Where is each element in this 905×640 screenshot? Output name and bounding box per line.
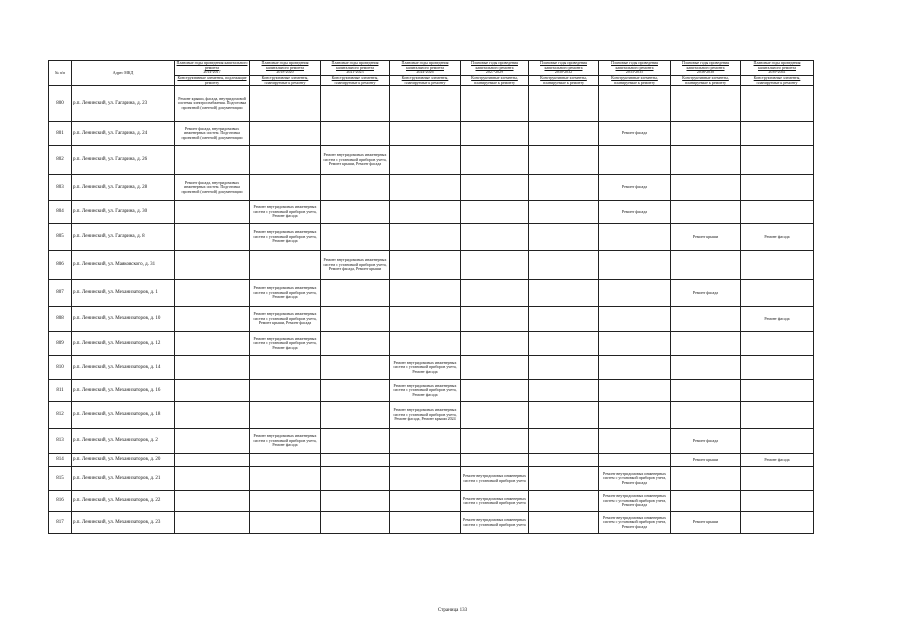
table-row (49, 175, 814, 201)
repair-cell (529, 454, 599, 467)
repair-text: Ремонт внутридомовых инженерных систем с установкой приборов учета (463, 473, 526, 483)
period-years: 2024-2026 (416, 69, 434, 75)
period-title: Плановые годы проведения капитального ремонта (611, 60, 658, 70)
row-number: 805 (49, 224, 72, 251)
repair-text: Ремонт фасада, внутридомовых инженерных систем. Подготовка проектной (сметной) документации (181, 179, 243, 194)
row-address: р.п. Ленинский, ул. Механизаторов, д. 23 (72, 512, 175, 534)
row-number: 817 (49, 512, 72, 534)
table-row (49, 122, 814, 146)
repair-cell (175, 454, 250, 467)
header-period-8 (741, 61, 814, 76)
repair-cell (741, 224, 814, 251)
period-title: Плановые годы проведения капитального ремонта (471, 60, 518, 70)
row-address: р.п. Ленинский, ул. Механизаторов, д. 18 (72, 402, 175, 429)
repair-cell (671, 332, 741, 356)
row-number: 806 (49, 251, 72, 280)
repair-cell (741, 356, 814, 380)
table-row (49, 332, 814, 356)
repair-cell (250, 201, 321, 224)
repair-text: Ремонт внутридомовых инженерных систем с установкой приборов учета, Ремонт фасада (253, 285, 317, 300)
repair-cell (250, 86, 321, 122)
repair-cell (175, 467, 250, 491)
repair-cell (250, 429, 321, 454)
repair-cell (390, 402, 461, 429)
repair-text: Ремонт фасада (621, 208, 648, 214)
repair-cell (321, 280, 390, 307)
table-row (49, 512, 814, 534)
repair-cell (461, 332, 529, 356)
row-number: 808 (49, 307, 72, 332)
repair-cell (529, 402, 599, 429)
repair-cell (175, 146, 250, 175)
period-years: 2021-2023 (346, 69, 364, 75)
row-address: р.п. Ленинский, ул. Механизаторов, д. 2 (72, 429, 175, 454)
period-subtitle: Конструктивные элементы, планируемые к ремонту (261, 75, 309, 85)
period-title: Плановые годы проведения капитального ремонта (682, 60, 729, 70)
repair-text: Ремонт внутридомовых инженерных систем с установкой приборов учета, Ремонт фасада (253, 229, 317, 244)
repair-cell (175, 380, 250, 402)
row-number: 807 (49, 280, 72, 307)
period-subtitle: Конструктивные элементы, планируемые к ремонту (540, 75, 587, 85)
row-number: 804 (49, 201, 72, 224)
row-number: 816 (49, 491, 72, 512)
repair-text: Ремонт внутридомовых инженерных систем с установкой приборов учета, Ремонт фасада (253, 433, 317, 448)
repair-cell (671, 280, 741, 307)
repair-cell (390, 122, 461, 146)
period-years: 2039-2041 (768, 69, 786, 75)
header-period-sub-0 (175, 76, 250, 86)
repair-text: Ремонт фасада (764, 233, 790, 239)
repair-cell (390, 332, 461, 356)
repair-cell (321, 402, 390, 429)
row-number: 803 (49, 175, 72, 201)
repair-cell (175, 280, 250, 307)
repair-cell (175, 175, 250, 201)
repair-cell (175, 307, 250, 332)
row-address: р.п. Ленинский, ул. Маяковского, д. 31 (72, 251, 175, 280)
repair-cell (529, 512, 599, 534)
repair-cell (671, 86, 741, 122)
repair-cell (671, 307, 741, 332)
repair-text: Ремонт фасада (692, 437, 719, 443)
row-number: 812 (49, 402, 72, 429)
repair-cell (321, 429, 390, 454)
repair-cell (175, 86, 250, 122)
repair-cell (250, 454, 321, 467)
row-address: р.п. Ленинский, ул. Гагарина, д. 8 (72, 224, 175, 251)
table-row (49, 454, 814, 467)
header-period-sub-6 (599, 76, 671, 86)
period-years: 2018-2020 (276, 69, 294, 75)
header-period-0 (175, 61, 250, 76)
repair-cell (671, 201, 741, 224)
repair-cell (461, 429, 529, 454)
repair-cell (390, 86, 461, 122)
repair-cell (461, 307, 529, 332)
repair-cell (250, 280, 321, 307)
table-body (49, 86, 814, 534)
repair-text: Ремонт внутридомовых инженерных систем с установкой приборов учета, Ремонт фасада (602, 493, 667, 508)
repair-cell (461, 380, 529, 402)
capital-repair-table (48, 60, 814, 534)
repair-cell (250, 402, 321, 429)
table-row (49, 402, 814, 429)
repair-cell (529, 380, 599, 402)
repair-cell (599, 146, 671, 175)
repair-text: Ремонт внутридомовых инженерных систем с установкой приборов учета, Ремонт фасада (253, 335, 317, 350)
repair-cell (599, 356, 671, 380)
period-title: Плановые годы проведения капитального ремонта (331, 60, 379, 70)
repair-cell (529, 280, 599, 307)
repair-text: Ремонт фасада, внутридомовых инженерных систем. Подготовка проектной (сметной) документации (181, 125, 243, 140)
repair-cell (321, 512, 390, 534)
period-title: Плановые годы проведения капитального ремонта (540, 60, 587, 70)
period-subtitle: Конструктивные элементы, планируемые к ремонту (753, 75, 801, 85)
repair-cell (529, 307, 599, 332)
repair-cell (390, 224, 461, 251)
repair-cell (321, 467, 390, 491)
period-years: 2036-2038 (696, 69, 715, 75)
period-subtitle: Конструктивные элементы, планируемые к ремонту (682, 75, 729, 85)
period-years: 2030-2032 (554, 69, 573, 75)
repair-text: Ремонт крыши (692, 519, 719, 525)
repair-cell (671, 122, 741, 146)
repair-text: Ремонт крыши (692, 233, 719, 239)
repair-cell (529, 429, 599, 454)
repair-cell (461, 201, 529, 224)
repair-cell (250, 356, 321, 380)
repair-cell (250, 467, 321, 491)
repair-text: Ремонт внутридомовых инженерных систем с установкой приборов учета, Ремонт крыши, Ремонт фасада (323, 152, 387, 167)
repair-cell (461, 454, 529, 467)
table-row (49, 280, 814, 307)
repair-text: Ремонт внутридомовых инженерных систем с установкой приборов учета, Ремонт фасада (393, 359, 457, 374)
repair-text: Ремонт внутридомовых инженерных систем с установкой приборов учета, Ремонт фасада (602, 470, 667, 485)
table-row (49, 307, 814, 332)
row-address: р.п. Ленинский, ул. Механизаторов, д. 1 (72, 280, 175, 307)
repair-text: Ремонт внутридомовых инженерных систем с установкой приборов учета, Ремонт фасада, Ремонт крыши (323, 257, 387, 272)
header-period-2 (321, 61, 390, 76)
row-address: р.п. Ленинский, ул. Механизаторов, д. 14 (72, 356, 175, 380)
repair-text: Ремонт крыши (692, 456, 719, 462)
repair-cell (671, 146, 741, 175)
repair-cell (599, 201, 671, 224)
repair-cell (529, 251, 599, 280)
repair-cell (390, 175, 461, 201)
repair-cell (671, 251, 741, 280)
repair-cell (461, 122, 529, 146)
repair-cell (741, 86, 814, 122)
row-address: р.п. Ленинский, ул. Механизаторов, д. 21 (72, 467, 175, 491)
repair-text: Ремонт внутридомовых инженерных систем с установкой приборов учета, Ремонт фасада, Ремонт крыши 2024 (393, 407, 457, 422)
repair-cell (461, 280, 529, 307)
repair-cell (250, 307, 321, 332)
repair-cell (671, 224, 741, 251)
header-period-3 (390, 61, 461, 76)
repair-cell (390, 280, 461, 307)
repair-cell (461, 512, 529, 534)
row-number: 801 (49, 122, 72, 146)
table-row (49, 251, 814, 280)
repair-cell (390, 307, 461, 332)
repair-text: Ремонт фасада (621, 184, 648, 190)
table-header (49, 61, 814, 86)
repair-text: Ремонт внутридомовых инженерных систем с установкой приборов учета (463, 517, 526, 527)
repair-cell (671, 512, 741, 534)
repair-cell (529, 146, 599, 175)
table-row (49, 356, 814, 380)
row-number: 809 (49, 332, 72, 356)
row-address: р.п. Ленинский, ул. Механизаторов, д. 16 (72, 380, 175, 402)
repair-cell (390, 454, 461, 467)
repair-cell (321, 224, 390, 251)
repair-text: Ремонт внутридомовых инженерных систем с установкой приборов учета, Ремонт фасада (393, 382, 457, 397)
repair-cell (741, 429, 814, 454)
row-number: 811 (49, 380, 72, 402)
repair-text: Ремонт фасада (692, 289, 719, 295)
header-period-4 (461, 61, 529, 76)
period-subtitle: Конструктивные элементы, планируемые к ремонту (401, 75, 449, 85)
repair-cell (599, 512, 671, 534)
repair-cell (741, 512, 814, 534)
repair-cell (599, 429, 671, 454)
repair-cell (461, 86, 529, 122)
repair-cell (321, 332, 390, 356)
repair-cell (741, 122, 814, 146)
header-period-sub-4 (461, 76, 529, 86)
repair-cell (321, 175, 390, 201)
row-number: 813 (49, 429, 72, 454)
repair-cell (741, 201, 814, 224)
repair-cell (599, 491, 671, 512)
repair-cell (461, 175, 529, 201)
header-address: Адрес МКД (72, 61, 175, 86)
repair-cell (321, 201, 390, 224)
period-subtitle: Конструктивные элементы, подлежащие ремонту (177, 75, 247, 85)
repair-cell (390, 491, 461, 512)
table-row (49, 491, 814, 512)
repair-cell (390, 146, 461, 175)
row-number: 802 (49, 146, 72, 175)
repair-cell (529, 122, 599, 146)
repair-cell (390, 512, 461, 534)
header-period-sub-1 (250, 76, 321, 86)
repair-cell (250, 146, 321, 175)
header-period-sub-8 (741, 76, 814, 86)
repair-cell (461, 251, 529, 280)
table-row (49, 146, 814, 175)
row-address: р.п. Ленинский, ул. Механизаторов, д. 22 (72, 491, 175, 512)
repair-cell (175, 491, 250, 512)
repair-cell (599, 251, 671, 280)
row-number: 810 (49, 356, 72, 380)
row-address: р.п. Ленинский, ул. Гагарина, д. 30 (72, 201, 175, 224)
repair-cell (599, 280, 671, 307)
repair-cell (250, 224, 321, 251)
repair-cell (599, 86, 671, 122)
repair-cell (175, 251, 250, 280)
repair-cell (250, 122, 321, 146)
repair-cell (741, 491, 814, 512)
repair-cell (461, 402, 529, 429)
repair-cell (529, 356, 599, 380)
header-period-7 (671, 61, 741, 76)
repair-cell (599, 307, 671, 332)
row-address: р.п. Ленинский, ул. Гагарина, д. 23 (72, 86, 175, 122)
row-address: р.п. Ленинский, ул. Механизаторов, д. 12 (72, 332, 175, 356)
repair-cell (599, 467, 671, 491)
row-number: 814 (49, 454, 72, 467)
row-number: 815 (49, 467, 72, 491)
period-title: Плановые годы проведения капитального ремонта (261, 60, 309, 70)
repair-cell (321, 251, 390, 280)
repair-cell (741, 454, 814, 467)
table-row (49, 86, 814, 122)
repair-cell (599, 175, 671, 201)
repair-cell (741, 307, 814, 332)
repair-cell (599, 454, 671, 467)
repair-cell (250, 251, 321, 280)
repair-cell (599, 332, 671, 356)
repair-cell (599, 380, 671, 402)
repair-text: Ремонт внутридомовых инженерных систем с установкой приборов учета (463, 495, 526, 506)
repair-cell (529, 332, 599, 356)
repair-cell (741, 146, 814, 175)
repair-cell (390, 429, 461, 454)
period-subtitle: Конструктивные элементы, планируемые к ремонту (331, 75, 379, 85)
repair-cell (390, 467, 461, 491)
repair-cell (390, 380, 461, 402)
repair-cell (175, 512, 250, 534)
period-title: Плановые годы проведения капитального ремонта (401, 60, 449, 70)
repair-cell (250, 512, 321, 534)
table-row (49, 380, 814, 402)
repair-cell (175, 356, 250, 380)
header-period-5 (529, 61, 599, 76)
header-period-sub-3 (390, 76, 461, 86)
repair-cell (529, 86, 599, 122)
row-address: р.п. Ленинский, ул. Механизаторов, д. 20 (72, 454, 175, 467)
row-address: р.п. Ленинский, ул. Гагарина, д. 24 (72, 122, 175, 146)
table-row (49, 201, 814, 224)
period-years: 2014-2017 (203, 69, 221, 75)
repair-cell (461, 356, 529, 380)
period-title: Плановые годы проведения капитального ремонта (176, 60, 248, 70)
repair-cell (741, 332, 814, 356)
repair-cell (175, 122, 250, 146)
repair-cell (599, 224, 671, 251)
repair-cell (321, 122, 390, 146)
repair-cell (321, 356, 390, 380)
repair-text: Ремонт фасада (621, 130, 648, 136)
repair-cell (461, 146, 529, 175)
repair-cell (529, 224, 599, 251)
table-row (49, 224, 814, 251)
period-years: 2033-2035 (625, 69, 644, 75)
period-years: 2027-2029 (485, 69, 504, 75)
repair-cell (175, 201, 250, 224)
repair-cell (741, 402, 814, 429)
repair-cell (741, 380, 814, 402)
repair-cell (741, 467, 814, 491)
header-period-1 (250, 61, 321, 76)
row-address: р.п. Ленинский, ул. Гагарина, д. 28 (72, 175, 175, 201)
repair-cell (671, 491, 741, 512)
table-row (49, 467, 814, 491)
row-address: р.п. Ленинский, ул. Гагарина, д. 26 (72, 146, 175, 175)
repair-cell (321, 454, 390, 467)
repair-cell (250, 380, 321, 402)
period-title: Плановые годы проведения капитального ремонта (753, 60, 801, 70)
repair-cell (175, 402, 250, 429)
header-period-6 (599, 61, 671, 76)
repair-cell (321, 307, 390, 332)
repair-cell (461, 467, 529, 491)
period-subtitle: Конструктивные элементы, планируемые к ремонту (471, 75, 518, 85)
repair-cell (250, 332, 321, 356)
repair-cell (741, 175, 814, 201)
repair-cell (529, 201, 599, 224)
row-address: р.п. Ленинский, ул. Механизаторов, д. 10 (72, 307, 175, 332)
repair-text: Ремонт фасада (764, 456, 790, 462)
repair-cell (671, 380, 741, 402)
repair-cell (671, 356, 741, 380)
repair-cell (321, 146, 390, 175)
repair-cell (529, 491, 599, 512)
repair-cell (321, 86, 390, 122)
repair-cell (461, 224, 529, 251)
repair-cell (461, 491, 529, 512)
repair-cell (529, 175, 599, 201)
repair-cell (321, 491, 390, 512)
repair-cell (175, 224, 250, 251)
repair-cell (671, 454, 741, 467)
repair-cell (599, 122, 671, 146)
repair-cell (390, 251, 461, 280)
repair-cell (175, 332, 250, 356)
repair-cell (671, 175, 741, 201)
repair-cell (529, 467, 599, 491)
header-row (49, 61, 814, 76)
repair-cell (741, 251, 814, 280)
page-number: Страница 133 (437, 608, 468, 613)
period-subtitle: Конструктивные элементы, планируемые к ремонту (611, 75, 658, 85)
repair-text: Ремонт внутридомовых инженерных систем с установкой приборов учета, Ремонт фасада (253, 204, 317, 219)
header-period-sub-2 (321, 76, 390, 86)
repair-cell (390, 356, 461, 380)
repair-cell (599, 402, 671, 429)
repair-text: Ремонт крыши, фасада, внутридомовой системы электроснабжения. Подготовка проектной (сметной) документации (177, 95, 247, 110)
repair-text: Ремонт внутридомовых инженерных систем с установкой приборов учета, Ремонт крыши, Ремонт фасада (253, 311, 317, 326)
repair-text: Ремонт внутридомовых инженерных систем с установкой приборов учета, Ремонт фасада (602, 514, 667, 529)
repair-cell (671, 402, 741, 429)
repair-cell (671, 429, 741, 454)
repair-cell (671, 467, 741, 491)
repair-cell (250, 491, 321, 512)
header-period-sub-5 (529, 76, 599, 86)
repair-cell (250, 175, 321, 201)
header-num: № п/п (49, 61, 72, 86)
repair-cell (741, 280, 814, 307)
repair-cell (175, 429, 250, 454)
table-row (49, 429, 814, 454)
repair-cell (390, 201, 461, 224)
repair-cell (321, 380, 390, 402)
header-period-sub-7 (671, 76, 741, 86)
row-number: 800 (49, 86, 72, 122)
repair-text: Ремонт фасада (764, 315, 790, 321)
